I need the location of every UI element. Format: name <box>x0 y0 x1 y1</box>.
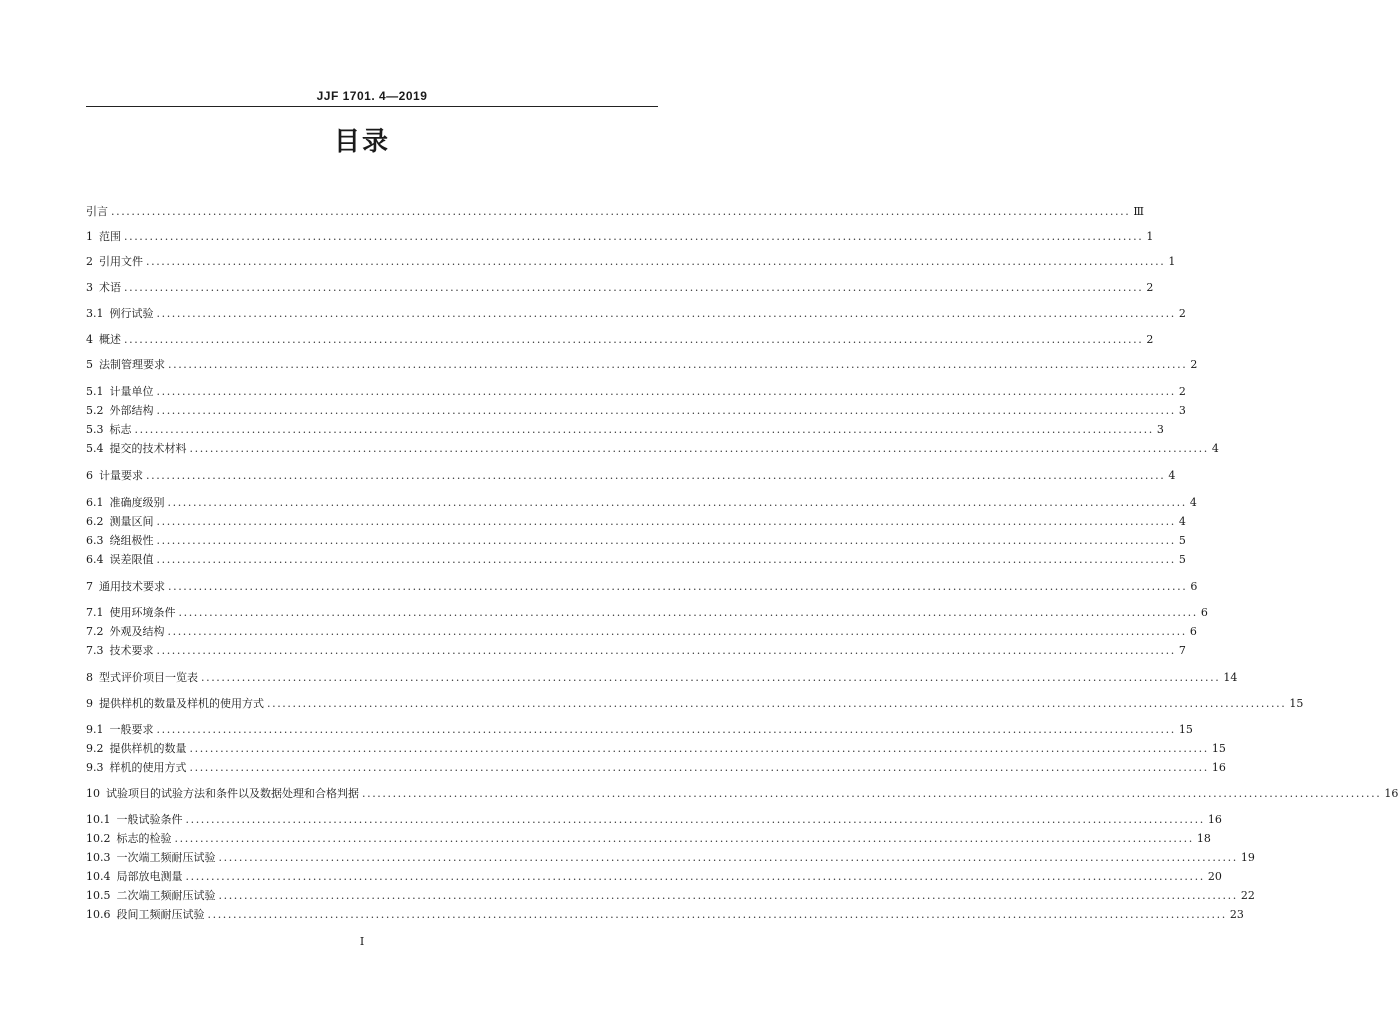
toc-entry-page: 15 <box>1178 723 1193 736</box>
toc-leader-dots: ........................................................................................................................................................................................................ <box>178 606 1198 619</box>
toc-entry-page: 2 <box>1178 385 1186 398</box>
toc-entry-title: 样机的使用方式 <box>109 761 187 774</box>
toc-entry[interactable] <box>86 810 1222 826</box>
toc-entry-number: 10 <box>86 787 100 800</box>
toc-entry-page: 4 <box>1178 515 1186 528</box>
toc-entry-title: 使用环境条件 <box>109 606 176 619</box>
toc-entry-page: 18 <box>1196 832 1211 845</box>
toc-entry-title: 术语 <box>99 281 121 294</box>
toc-entry[interactable] <box>86 886 1255 902</box>
toc-entry-title: 段间工频耐压试验 <box>116 908 205 921</box>
toc-entry-title: 提交的技术材料 <box>109 442 187 455</box>
toc-entry-number: 9.3 <box>86 761 104 774</box>
toc-entry-title: 局部放电测量 <box>116 870 183 883</box>
toc-entry-title: 试验项目的试验方法和条件以及数据处理和合格判据 <box>106 787 359 800</box>
toc-entry-page: 2 <box>1178 307 1186 320</box>
toc-entry-page: 6 <box>1190 580 1198 593</box>
toc-entry-title: 提供样机的数量及样机的使用方式 <box>99 697 264 710</box>
toc-entry-page: 2 <box>1146 281 1154 294</box>
header-rule <box>86 106 658 107</box>
toc-entry-page: 3 <box>1178 404 1186 417</box>
toc-leader-dots: ........................................................................................................................................................................................................ <box>156 723 1176 736</box>
toc-leader-dots: ........................................................................................................................................................................................................ <box>167 625 1187 638</box>
toc-leader-dots: ........................................................................................................................................................................................................ <box>146 255 1166 268</box>
toc-entry[interactable] <box>86 202 1144 218</box>
toc-leader-dots: ........................................................................................................................................................................................................ <box>267 697 1287 710</box>
toc-entry-number: 9.1 <box>86 723 104 736</box>
toc-leader-dots: ........................................................................................................................................................................................................ <box>189 761 1209 774</box>
toc-leader-dots: ........................................................................................................................................................................................................ <box>156 515 1176 528</box>
toc-entry-number: 2 <box>86 255 93 268</box>
toc-entry-title: 外观及结构 <box>109 625 165 638</box>
toc-title: 目录 <box>333 127 390 157</box>
toc-entry-page: 7 <box>1178 644 1186 657</box>
toc-leader-dots: ........................................................................................................................................................................................................ <box>156 307 1176 320</box>
toc-leader-dots: ........................................................................................................................................................................................................ <box>185 870 1205 883</box>
toc-entry-page: 6 <box>1200 606 1208 619</box>
toc-leader-dots: ........................................................................................................................................................................................................ <box>174 832 1194 845</box>
toc-entry-title: 法制管理要求 <box>99 358 165 371</box>
toc-entry-page: 2 <box>1146 333 1154 346</box>
toc-entry-number: 7.1 <box>86 606 104 619</box>
toc-leader-dots: ........................................................................................................................................................................................................ <box>146 469 1166 482</box>
toc-entry-page: 15 <box>1211 742 1226 755</box>
toc-entry[interactable] <box>86 355 1198 371</box>
toc-entry[interactable] <box>86 694 1304 710</box>
toc-leader-dots: ........................................................................................................................................................................................................ <box>189 742 1209 755</box>
toc-entry[interactable] <box>86 848 1255 864</box>
toc-entry[interactable] <box>86 550 1186 566</box>
toc-leader-dots: ........................................................................................................................................................................................................ <box>124 281 1144 294</box>
toc-leader-dots: ........................................................................................................................................................................................................ <box>134 423 1154 436</box>
toc-leader-dots: ........................................................................................................................................................................................................ <box>156 385 1176 398</box>
toc-entry-number: 5.4 <box>86 442 104 455</box>
toc-leader-dots: ........................................................................................................................................................................................................ <box>156 534 1176 547</box>
toc-entry-page: 1 <box>1146 230 1154 243</box>
toc-entry-page: 5 <box>1178 534 1186 547</box>
toc-entry[interactable] <box>86 420 1164 436</box>
toc-entry-title: 误差限值 <box>109 553 154 566</box>
toc-entry-number: 4 <box>86 333 93 346</box>
toc-entry-number: 6.3 <box>86 534 104 547</box>
toc-entry-number: 7.2 <box>86 625 104 638</box>
toc-entry[interactable] <box>86 382 1186 398</box>
toc-entry-title: 标志的检验 <box>116 832 172 845</box>
toc-entry-page: 15 <box>1289 697 1304 710</box>
toc-entry-number: 5.1 <box>86 385 104 398</box>
toc-entry[interactable] <box>86 622 1197 638</box>
toc-entry[interactable] <box>86 784 1398 800</box>
toc-entry-number: 6.2 <box>86 515 104 528</box>
toc-entry-number: 10.1 <box>86 813 111 826</box>
toc-entry[interactable] <box>86 577 1198 593</box>
toc-entry-number: 10.2 <box>86 832 111 845</box>
toc-leader-dots: ........................................................................................................................................................................................................ <box>167 496 1187 509</box>
toc-entry[interactable] <box>86 512 1186 528</box>
toc-entry-page: 16 <box>1207 813 1222 826</box>
toc-entry-title: 一般要求 <box>109 723 154 736</box>
toc-entry[interactable] <box>86 641 1186 657</box>
toc-entry-page: 1 <box>1168 255 1176 268</box>
toc-entry-title: 准确度级别 <box>109 496 165 509</box>
toc-leader-dots: ........................................................................................................................................................................................................ <box>218 851 1238 864</box>
toc-leader-dots: ........................................................................................................................................................................................................ <box>201 671 1221 684</box>
toc-leader-dots: ........................................................................................................................................................................................................ <box>156 553 1176 566</box>
toc-entry-title: 技术要求 <box>109 644 154 657</box>
toc-entry[interactable] <box>86 330 1154 346</box>
toc-entry-number: 9.2 <box>86 742 104 755</box>
toc-entry-page: 16 <box>1211 761 1226 774</box>
toc-entry-number: 6.1 <box>86 496 104 509</box>
toc-leader-dots: ........................................................................................................................................................................................................ <box>207 908 1227 921</box>
toc-entry-page: 2 <box>1190 358 1198 371</box>
toc-entry[interactable] <box>86 439 1219 455</box>
toc-entry-number: 10.4 <box>86 870 111 883</box>
toc-entry-title: 概述 <box>99 333 121 346</box>
toc-entry[interactable] <box>86 905 1244 921</box>
toc-leader-dots: ........................................................................................................................................................................................................ <box>124 333 1144 346</box>
toc-entry-number: 10.6 <box>86 908 111 921</box>
toc-entry[interactable] <box>86 668 1238 684</box>
toc-entry-page: 4 <box>1189 496 1197 509</box>
toc-leader-dots: ........................................................................................................................................................................................................ <box>168 358 1188 371</box>
toc-entry-title: 标志 <box>109 423 132 436</box>
toc-entry-number: 3.1 <box>86 307 104 320</box>
toc-entry-page: 20 <box>1207 870 1222 883</box>
toc-entry[interactable] <box>86 720 1193 736</box>
toc-entry-number: 6.4 <box>86 553 104 566</box>
toc-entry-title: 绕组极性 <box>109 534 154 547</box>
toc-entry-title: 计量单位 <box>109 385 154 398</box>
toc-entry-number: 9 <box>86 697 93 710</box>
toc-entry-number: 8 <box>86 671 93 684</box>
toc-entry-number: 10.3 <box>86 851 111 864</box>
toc-entry-title: 一般试验条件 <box>116 813 183 826</box>
toc-entry[interactable] <box>86 466 1176 482</box>
toc-entry[interactable] <box>86 304 1186 320</box>
toc-entry-page: 5 <box>1178 553 1186 566</box>
toc-entry-number: 5.3 <box>86 423 104 436</box>
toc-leader-dots: ........................................................................................................................................................................................................ <box>156 644 1176 657</box>
toc-leader-dots: ........................................................................................................................................................................................................ <box>185 813 1205 826</box>
toc-entry[interactable] <box>86 829 1211 845</box>
toc-entry-title: 引用文件 <box>99 255 143 268</box>
toc-entry-page: 4 <box>1168 469 1176 482</box>
toc-entry-number: 6 <box>86 469 93 482</box>
toc-entry-page: 6 <box>1189 625 1197 638</box>
toc-leader-dots: ........................................................................................................................................................................................................ <box>218 889 1238 902</box>
toc-entry-number: 7.3 <box>86 644 104 657</box>
toc-entry-title: 型式评价项目一览表 <box>99 671 198 684</box>
toc-entry-page: 19 <box>1240 851 1255 864</box>
toc-leader-dots: ........................................................................................................................................................................................................ <box>111 205 1131 218</box>
toc-entry-number: 5.2 <box>86 404 104 417</box>
toc-entry[interactable] <box>86 493 1197 509</box>
toc-entry-number: 1 <box>86 230 93 243</box>
toc-entry[interactable] <box>86 531 1186 547</box>
toc-entry-page: 16 <box>1384 787 1398 800</box>
page-number: I <box>359 935 365 948</box>
toc-entry-title: 二次端工频耐压试验 <box>116 889 216 902</box>
toc-entry-number: 5 <box>86 358 93 371</box>
toc-entry-number: 10.5 <box>86 889 111 902</box>
toc-entry[interactable] <box>86 603 1208 619</box>
toc-entry-page: 23 <box>1229 908 1244 921</box>
toc-entry[interactable] <box>86 227 1154 243</box>
toc-entry-title: 计量要求 <box>99 469 143 482</box>
toc-entry[interactable] <box>86 867 1222 883</box>
toc-entry-page: 4 <box>1211 442 1219 455</box>
toc-entry[interactable] <box>86 252 1176 268</box>
toc-entry-page: 14 <box>1223 671 1238 684</box>
toc-leader-dots: ........................................................................................................................................................................................................ <box>362 787 1382 800</box>
toc-entry-title: 通用技术要求 <box>99 580 165 593</box>
toc-entry-number: 7 <box>86 580 93 593</box>
toc-entry-title: 引言 <box>86 205 108 218</box>
toc-entry[interactable] <box>86 401 1186 417</box>
toc-entry[interactable] <box>86 278 1154 294</box>
toc-entry-number: 3 <box>86 281 93 294</box>
toc-entry-title: 测量区间 <box>109 515 154 528</box>
toc-leader-dots: ........................................................................................................................................................................................................ <box>189 442 1209 455</box>
toc-entry-title: 例行试验 <box>109 307 154 320</box>
toc-entry[interactable] <box>86 739 1226 755</box>
standard-code-header: JJF 1701. 4—2019 <box>316 89 428 103</box>
toc-entry-page: 3 <box>1156 423 1164 436</box>
toc-entry[interactable] <box>86 758 1226 774</box>
toc-entry-title: 一次端工频耐压试验 <box>116 851 216 864</box>
toc-leader-dots: ........................................................................................................................................................................................................ <box>156 404 1176 417</box>
toc-entry-page: 22 <box>1240 889 1255 902</box>
toc-leader-dots: ........................................................................................................................................................................................................ <box>168 580 1188 593</box>
toc-entry-title: 范围 <box>99 230 121 243</box>
toc-entry-title: 提供样机的数量 <box>109 742 187 755</box>
toc-entry-title: 外部结构 <box>109 404 154 417</box>
toc-entry-page: Ⅲ <box>1133 205 1144 218</box>
toc-leader-dots: ........................................................................................................................................................................................................ <box>124 230 1144 243</box>
